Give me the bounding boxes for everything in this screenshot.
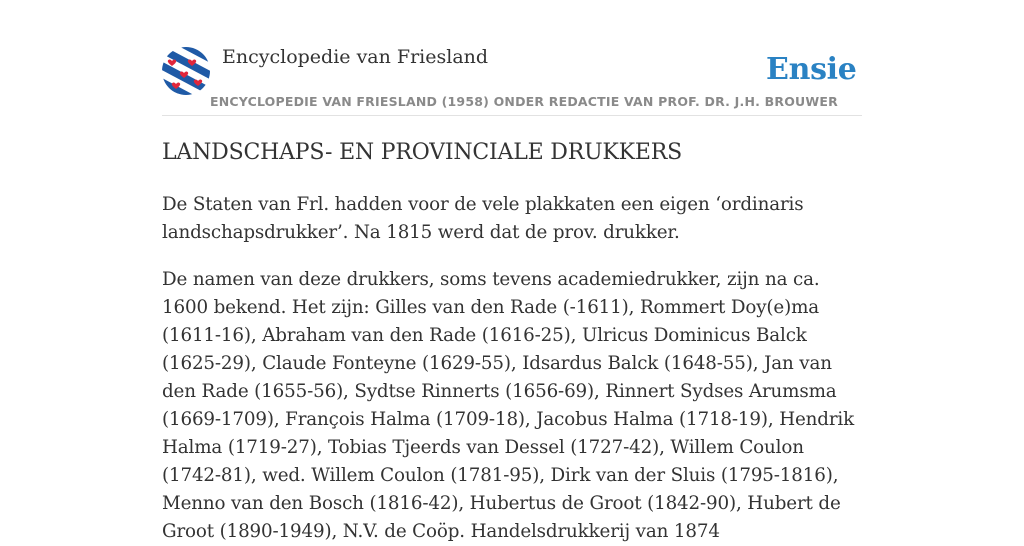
article bbox=[162, 140, 862, 546]
article-paragraph: De Staten van Frl. hadden voor de vele plakkaten een eigen ‘ordinaris landschapsdrukker’. Na 1815 werd dat de prov. drukker. bbox=[162, 194, 804, 243]
frisian-flag-logo-icon[interactable] bbox=[162, 47, 210, 95]
article-paragraph: De namen van deze drukkers, soms tevens academiedrukker, zijn na ca. 1600 bekend. Het zijn: Gilles van den Rade (-1611), Rommert Doy(e)ma (1611-16), Abraham van den Rade (1616-25), Ulricus Dominicus Balck (1625-29), Claude Fonteyne (1629-55), Idsardus Balck (1648-55), Jan van den Rade (1655-56), Sydtse Rinnerts (1656-69), Rinnert Sydses Arumsma (1669-1709), François Halma (1709-18), Jacobus Halma (1718-19), Hendrik Halma (1719-27), Tobias Tjeerds van Dessel (1727-42), Willem Coulon (1742-81), wed. Willem Coulon (1781-95), Dirk van der Sluis (1795-1816), Menno van den Bosch (1816-42), Hubertus de Groot (1842-90), Hubert de Groot (1890-1949), N.V. de Coöp. Handelsdrukkerij van 1874 bbox=[162, 269, 855, 542]
site-title-link[interactable]: Encyclopedie van Friesland bbox=[222, 46, 489, 68]
header-divider bbox=[162, 115, 862, 116]
source-subtitle: ENCYCLOPEDIE VAN FRIESLAND (1958) ONDER REDACTIE VAN PROF. DR. J.H. BROUWER bbox=[210, 94, 838, 109]
article-title: LANDSCHAPS- EN PROVINCIALE DRUKKERS bbox=[162, 140, 683, 165]
ensie-brand-link[interactable]: Ensie bbox=[766, 52, 857, 87]
